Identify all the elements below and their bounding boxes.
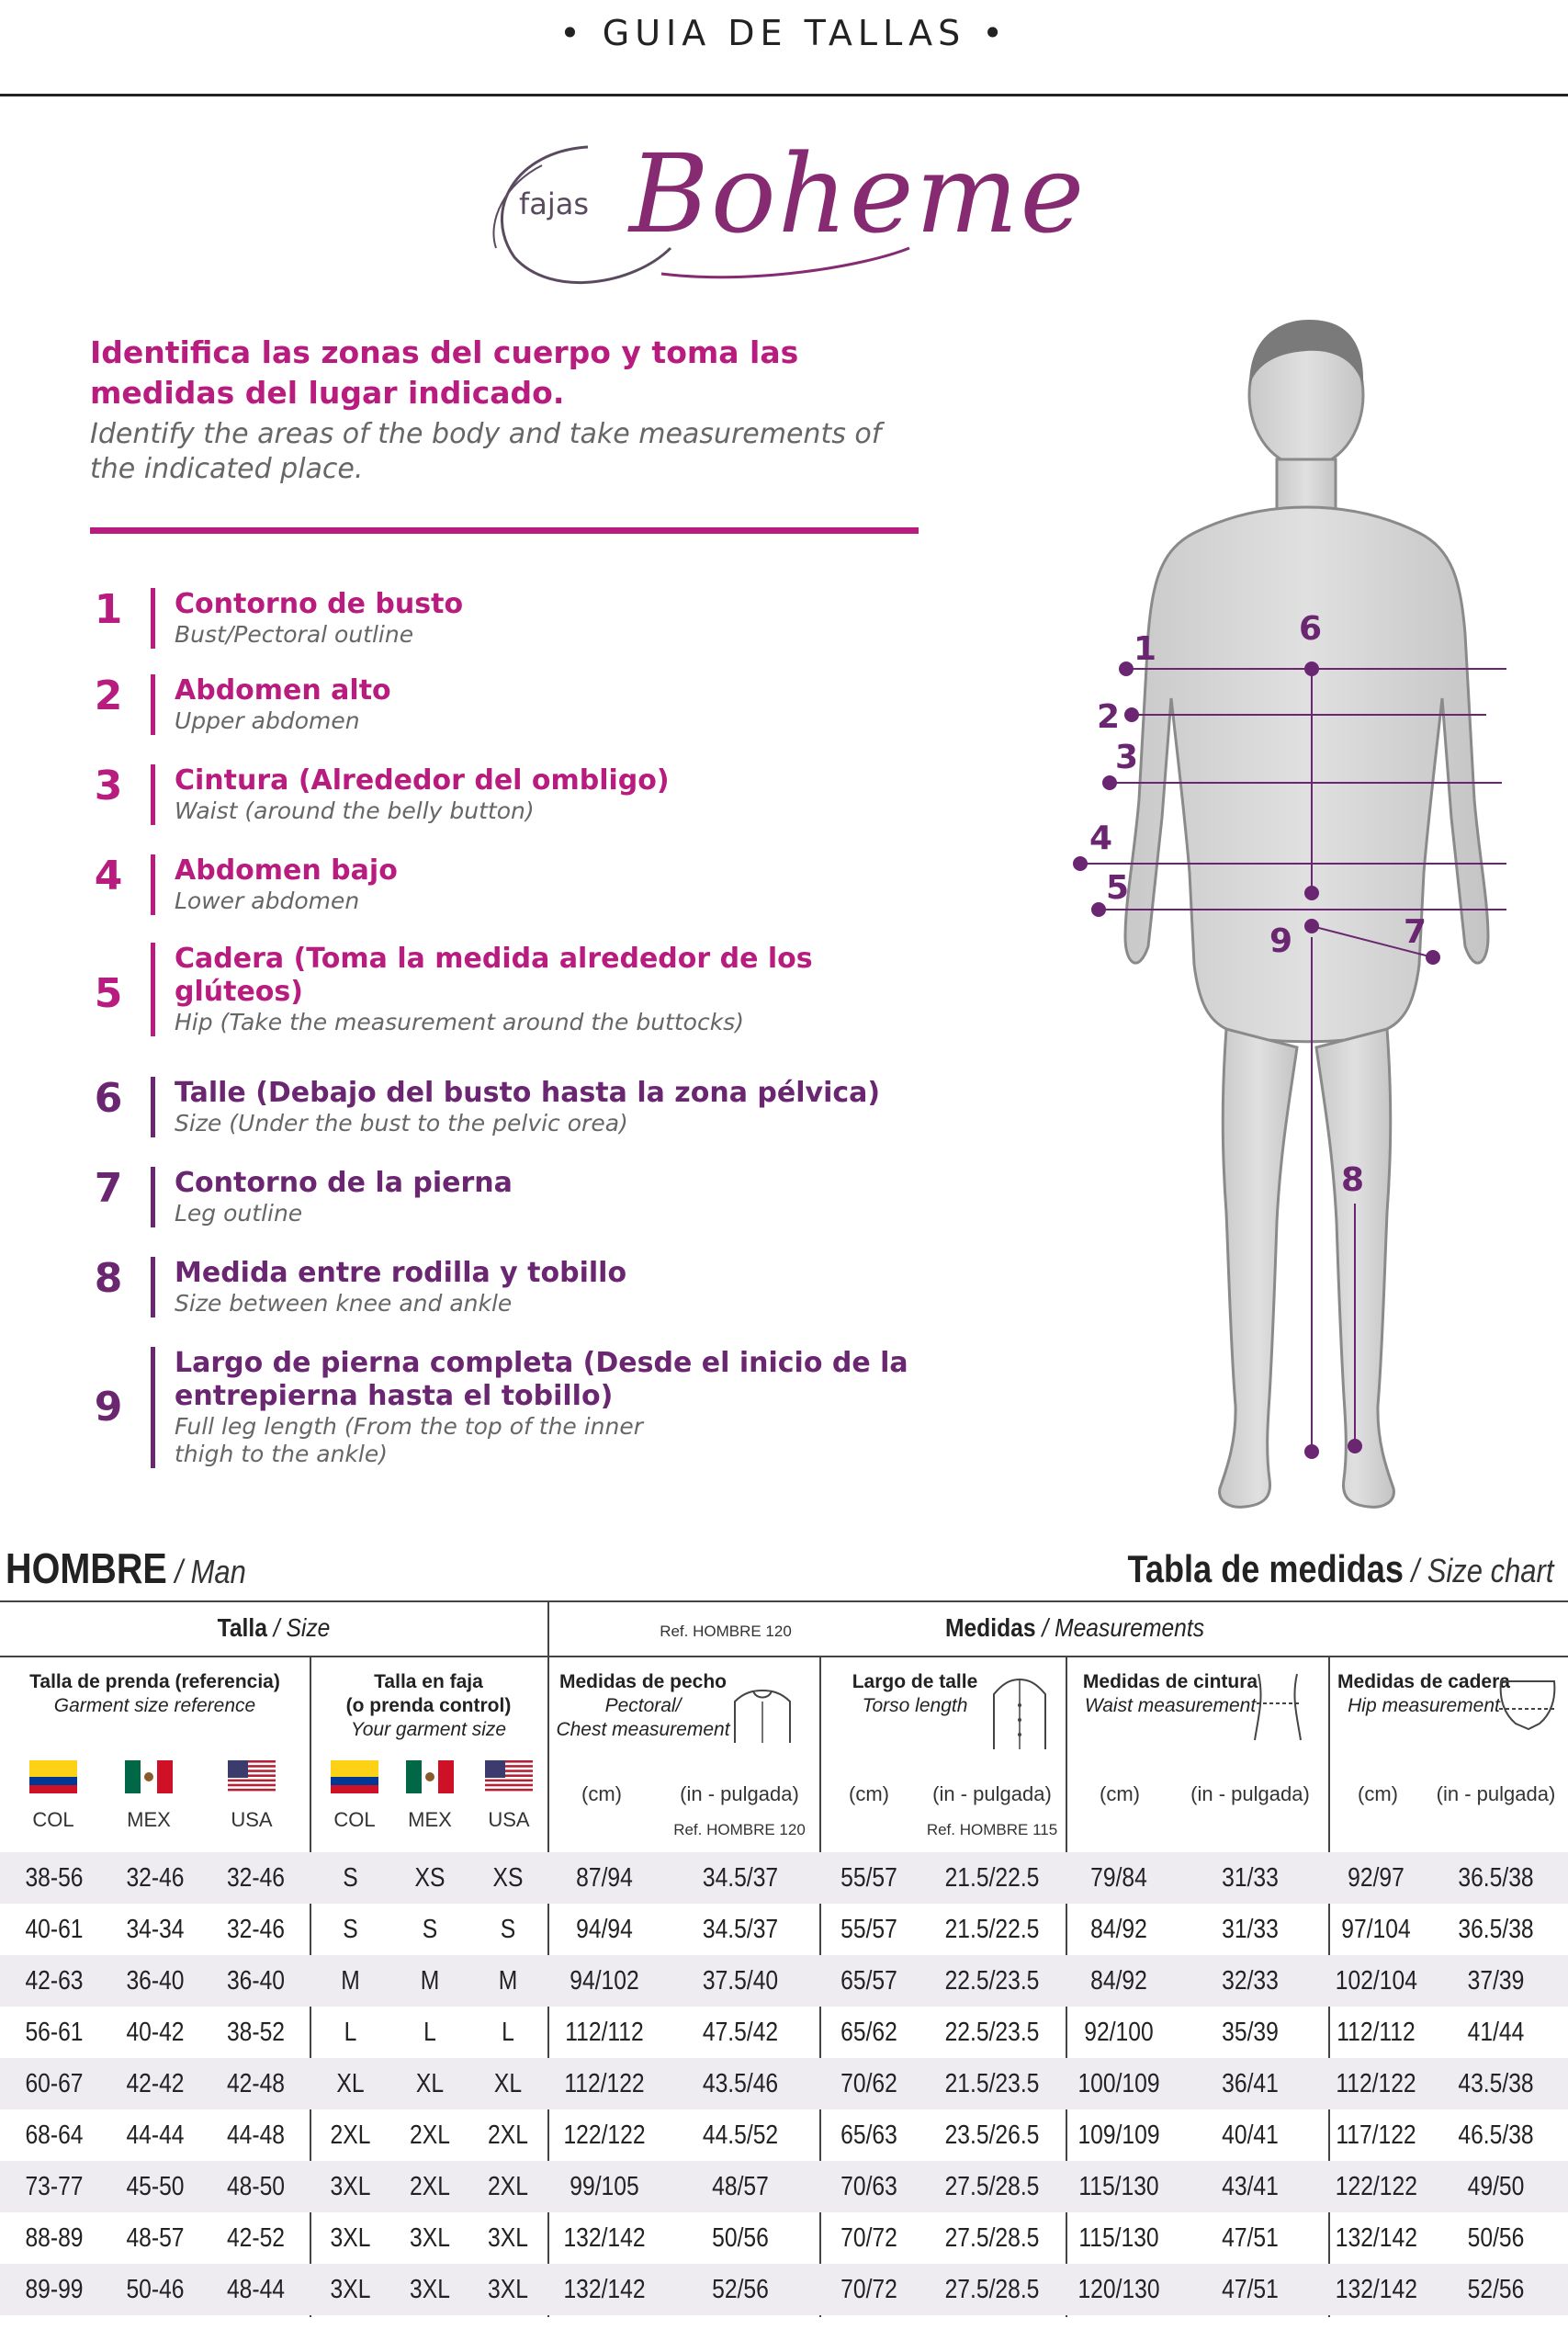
intro-text [90,333,935,487]
ref-top: Ref. HOMBRE 120 [660,1623,792,1640]
table-cell: 37/39 [1467,1966,1525,1996]
zone-bar [151,1167,155,1227]
zone-number: 6 [94,1075,123,1122]
table-cell: 27.5/28.5 [944,2275,1040,2304]
table-cell: 22.5/23.5 [944,1966,1040,1996]
waist-icon [1246,1670,1310,1744]
zone-label-es: Talle (Debajo del busto hasta la zona pélvica) [175,1077,881,1109]
unit-in-talle: (in - pulgada) [932,1782,1052,1805]
zone-number: 8 [94,1255,123,1302]
table-cell: 32-46 [126,1863,185,1893]
country-code-mex: MEX [408,1808,452,1831]
zone-label-en: Full leg length (From the top of the inner thigh to the ankle) [175,1413,644,1467]
table-cell: 22.5/23.5 [944,2018,1040,2047]
table-cell: 41/44 [1467,2018,1525,2047]
table-cell: 84/92 [1090,1915,1147,1944]
table-cell: S [500,1915,516,1944]
table-cell: 44-48 [226,2120,286,2150]
flag-col-icon [29,1760,77,1793]
table-cell: 32/33 [1222,1966,1279,1996]
zone-number: 7 [94,1165,123,1212]
table-cell: 112/122 [1336,2069,1416,2098]
body-figure [1056,303,1543,1525]
table-cell: 36-40 [226,1966,286,1996]
table-group-divider [0,1656,1568,1657]
zone-label-es: Abdomen bajo [175,854,398,887]
table-cell: 115/130 [1078,2223,1159,2253]
table-cell: 132/142 [563,2223,646,2253]
table-cell: 92/97 [1348,1863,1404,1893]
logo-brand-text: Boheme [629,130,1087,257]
country-code-col: COL [333,1808,376,1831]
col-cadera-header: Medidas de cadera Hip measurement [1337,1671,1510,1716]
table-cell: XL [415,2069,445,2098]
table-cell: 132/142 [563,2275,646,2304]
size-chart-table [0,1600,1568,2317]
table-cell: 2XL [330,2120,371,2150]
table-cell: 48-44 [226,2275,286,2304]
zone-bar [151,943,155,1036]
col-prenda-header: Talla de prenda (referencia) Garment size reference [29,1671,280,1716]
unit-in-cadera: (in - pulgada) [1436,1782,1556,1805]
zone-label-es: Cintura (Alrededor del ombligo) [175,764,670,797]
zone-label-es: Largo de pierna completa (Desde el inicio de la entrepierna hasta el tobillo) [175,1347,908,1412]
table-cell: 45-50 [126,2172,185,2201]
table-cell: 65/62 [840,2018,897,2047]
table-cell: 102/104 [1335,1966,1417,1996]
country-code-col: COL [32,1808,74,1831]
unit-cm-pecho: (cm) [581,1782,622,1805]
torso-icon [983,1668,1056,1751]
table-cell: XS [492,1863,524,1893]
table-cell: 42-63 [25,1966,84,1996]
table-cell: L [423,2018,436,2047]
chart-title-hombre: HOMBRE [6,1544,167,1592]
zone-number: 3 [94,763,123,809]
table-cell: 100/109 [1077,2069,1160,2098]
zone-number: 5 [94,970,123,1017]
zone-label-en: Leg outline [175,1200,303,1227]
chart-title-right [1127,1547,1553,1591]
table-cell: 31/33 [1222,1915,1279,1944]
table-cell: 79/84 [1090,1863,1147,1893]
table-cell: 109/109 [1077,2120,1160,2150]
table-cell: 38-52 [226,2018,286,2047]
ref-pecho: Ref. HOMBRE 120 [673,1821,806,1838]
table-cell: 31/33 [1222,1863,1279,1893]
brand-logo [478,110,1087,294]
chart-title-size-chart: / Size chart [1403,1552,1553,1589]
table-cell: 27.5/28.5 [944,2172,1040,2201]
table-cell: 120/130 [1077,2275,1160,2304]
table-cell: L [502,2018,514,2047]
zone-number: 1 [94,586,123,633]
table-cell: 70/72 [840,2223,897,2253]
header-divider [0,94,1568,96]
table-cell: 48-50 [226,2172,286,2201]
zone-label-es: Abdomen alto [175,674,391,707]
table-cell: XS [414,1863,446,1893]
table-cell: 50/56 [712,2223,769,2253]
table-cell: 42-52 [226,2223,286,2253]
unit-cm-cadera: (cm) [1358,1782,1398,1805]
table-cell: 35/39 [1222,2018,1279,2047]
table-cell: 37.5/40 [702,1966,779,1996]
table-cell: 21.5/23.5 [944,2069,1040,2098]
table-cell: XL [493,2069,523,2098]
table-cell: XL [336,2069,365,2098]
table-cell: 112/112 [1337,2018,1416,2047]
zone-label-es: Contorno de la pierna [175,1167,513,1199]
figure-label-9: 9 [1269,922,1293,960]
table-cell: 70/72 [840,2275,897,2304]
unit-in-cintura: (in - pulgada) [1190,1782,1310,1805]
zone-label-en: Size (Under the bust to the pelvic orea) [175,1110,628,1136]
table-cell: 42-48 [226,2069,286,2098]
table-cell: 3XL [410,2275,450,2304]
table-cell: 36.5/38 [1458,1863,1534,1893]
figure-label-5: 5 [1106,869,1130,907]
table-cell: 40-42 [126,2018,185,2047]
intro-english: Identify the areas of the body and take measurements of the indicated place. [90,418,882,485]
figure-label-6: 6 [1299,610,1323,648]
figure-label-4: 4 [1089,820,1113,857]
table-cell: 3XL [330,2223,371,2253]
zone-label-es: Cadera (Toma la medida alrededor de los glúteos) [175,943,813,1008]
table-cell: 47.5/42 [702,2018,779,2047]
table-cell: L [344,2018,357,2047]
table-cell: 97/104 [1341,1915,1411,1944]
ref-talle: Ref. HOMBRE 115 [926,1821,1058,1838]
table-cell: 92/100 [1084,2018,1154,2047]
zone-label-en: Lower abdomen [175,888,360,914]
table-cell: 122/122 [1335,2172,1417,2201]
zone-label-es: Medida entre rodilla y tobillo [175,1257,627,1289]
zone-number: 9 [94,1384,123,1430]
table-cell: 3XL [330,2275,371,2304]
table-cell: 112/112 [565,2018,644,2047]
intro-divider [90,527,919,534]
flag-mex-icon [125,1760,173,1793]
zone-number: 4 [94,853,123,899]
figure-label-2: 2 [1097,698,1121,736]
table-cell: 21.5/22.5 [944,1863,1040,1893]
zone-bar [151,1257,155,1317]
table-cell: 34.5/37 [702,1915,779,1944]
intro-spanish: Identifica las zonas del cuerpo y toma las medidas del lugar indicado. [90,334,799,411]
flag-usa-icon [485,1760,533,1793]
table-cell: M [498,1966,518,1996]
country-code-mex: MEX [127,1808,171,1831]
zone-bar [151,588,155,649]
table-cell: 48-57 [126,2223,185,2253]
table-cell: 40-61 [25,1915,84,1944]
table-cell: 94/102 [570,1966,639,1996]
table-cell: 52/56 [1467,2275,1525,2304]
table-cell: 122/122 [563,2120,646,2150]
table-cell: 34-34 [126,1915,185,1944]
chart-title-man: / Man [166,1553,246,1590]
table-cell: 43.5/38 [1458,2069,1534,2098]
table-cell: 2XL [488,2172,528,2201]
zone-bar [151,854,155,915]
table-cell: S [343,1915,358,1944]
zone-label-es: Contorno de busto [175,588,464,620]
figure-label-8: 8 [1341,1161,1365,1199]
table-cell: 36/41 [1222,2069,1279,2098]
table-cell: 42-42 [126,2069,185,2098]
country-code-usa: USA [488,1808,530,1831]
zone-bar [151,764,155,825]
table-cell: 36-40 [126,1966,185,1996]
table-cell: 117/122 [1336,2120,1416,2150]
col-pecho-header: Medidas de pecho Pectoral/ Chest measurement [556,1671,730,1740]
table-cell: 27.5/28.5 [944,2223,1040,2253]
chart-title-tabla: Tabla de medidas [1127,1547,1404,1590]
zone-number: 2 [94,673,123,719]
flag-col-icon [331,1760,378,1793]
flag-mex-icon [406,1760,454,1793]
table-cell: 48/57 [712,2172,769,2201]
table-cell: 88-89 [25,2223,84,2253]
table-cell: 2XL [410,2120,450,2150]
table-cell: 87/94 [576,1863,633,1893]
country-code-usa: USA [231,1808,273,1831]
zone-label-en: Upper abdomen [175,707,360,734]
chart-title-left [6,1544,246,1593]
col-talle-header: Largo de talle Torso length [852,1671,978,1716]
table-cell: 47/51 [1222,2223,1279,2253]
figure-left-leg [1220,1029,1297,1507]
flag-usa-icon [228,1760,276,1793]
table-cell: 21.5/22.5 [944,1915,1040,1944]
unit-cm-cintura: (cm) [1100,1782,1140,1805]
talla-group-header: Talla / Size [217,1613,331,1642]
table-cell: 46.5/38 [1458,2120,1534,2150]
table-cell: 32-46 [226,1863,286,1893]
table-cell: S [343,1863,358,1893]
table-cell: 89-99 [25,2275,84,2304]
table-cell: 3XL [488,2275,528,2304]
table-cell: 50-46 [126,2275,185,2304]
table-cell: 43/41 [1222,2172,1279,2201]
medidas-group-header: Medidas / Measurements [944,1613,1205,1642]
table-cell: 44.5/52 [702,2120,779,2150]
table-cell: 132/142 [1335,2275,1417,2304]
table-cell: 84/92 [1090,1966,1147,1996]
table-cell: 34.5/37 [702,1863,779,1893]
table-cell: 44-44 [126,2120,185,2150]
table-cell: 70/62 [840,2069,897,2098]
table-cell: M [420,1966,440,1996]
table-cell: 52/56 [712,2275,769,2304]
table-top-border [0,1600,1568,1602]
figure-label-7: 7 [1404,913,1427,951]
table-cell: 65/63 [840,2120,897,2150]
table-cell: 3XL [410,2223,450,2253]
table-cell: 40/41 [1222,2120,1279,2150]
page-title: • GUIA DE TALLAS • [559,13,1009,53]
table-cell: 56-61 [25,2018,84,2047]
table-cell: 36.5/38 [1458,1915,1534,1944]
table-cell: 55/57 [840,1915,897,1944]
table-cell: 55/57 [840,1863,897,1893]
table-cell: 3XL [488,2223,528,2253]
table-cell: 3XL [330,2172,371,2201]
zone-label-en: Hip (Take the measurement around the buttocks) [175,1009,744,1035]
table-cell: 2XL [488,2120,528,2150]
table-cell: 112/122 [564,2069,645,2098]
chest-icon [726,1674,799,1747]
table-cell: M [341,1966,360,1996]
table-cell: 132/142 [1335,2223,1417,2253]
table-cell: S [422,1915,438,1944]
table-cell: 115/130 [1078,2172,1159,2201]
zone-bar [151,1077,155,1137]
table-cell: 47/51 [1222,2275,1279,2304]
table-cell: 49/50 [1467,2172,1525,2201]
table-cell: 68-64 [25,2120,84,2150]
zone-bar [151,674,155,735]
col-cintura-header: Medidas de cintura Waist measurement [1082,1671,1258,1716]
table-cell: 99/105 [570,2172,639,2201]
hip-icon [1495,1672,1560,1736]
table-cell: 73-77 [25,2172,84,2201]
zone-label-en: Waist (around the belly button) [175,797,535,824]
table-cell: 43.5/46 [702,2069,779,2098]
table-cell: 50/56 [1467,2223,1525,2253]
unit-in-pecho: (in - pulgada) [680,1782,799,1805]
logo-fajas-text: fajas [519,187,590,221]
unit-cm-talle: (cm) [849,1782,889,1805]
col-faja-header: Talla en faja (o prenda control) Your garment size [345,1671,512,1740]
table-cell: 65/57 [840,1966,897,1996]
zone-label-en: Size between knee and ankle [175,1290,513,1317]
table-cell: 2XL [410,2172,450,2201]
table-cell: 70/63 [840,2172,897,2201]
figure-label-1: 1 [1134,630,1157,668]
figure-label-3: 3 [1115,739,1139,776]
table-cell: 38-56 [25,1863,84,1893]
table-cell: 60-67 [25,2069,84,2098]
table-cell: 94/94 [576,1915,633,1944]
table-cell: 32-46 [226,1915,286,1944]
zone-label-en: Bust/Pectoral outline [175,621,414,648]
table-cell: 23.5/26.5 [944,2120,1040,2150]
zone-bar [151,1347,155,1468]
